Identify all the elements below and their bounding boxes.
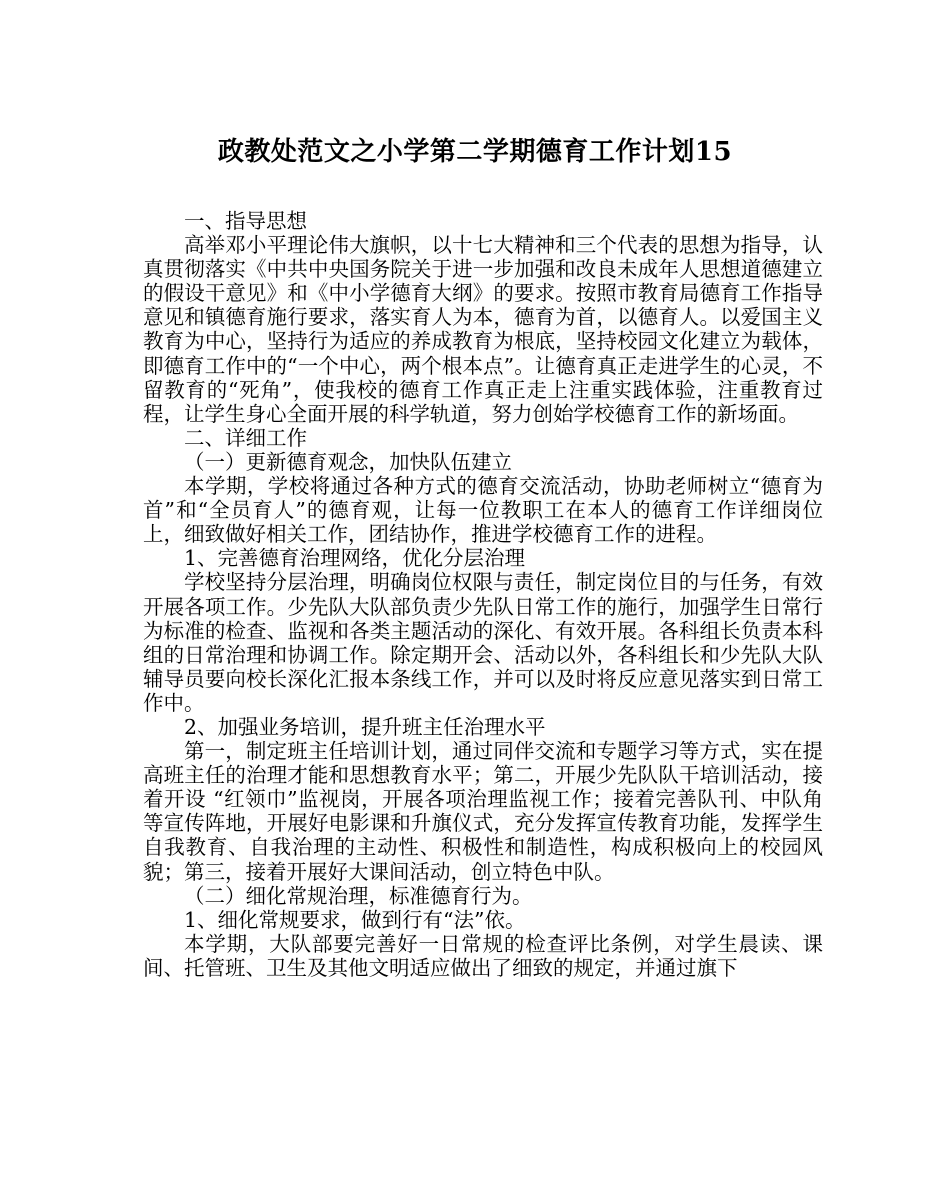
paragraph-management-network: 学校坚持分层治理，明确岗位权限与责任，制定岗位目的与任务，有效开展各项工作。少先队大队部负责少先队日常工作的施行，加强学生日常行为标准的检查、监视和各类主题活动的深化、有效开展。各科组长负责本科组的日常治理和协调工作。除定期开会、活动以外，各科组长和少先队大队辅导员要向校长深化汇报本条线工作，并可以及时将反应意见落实到日常工作中。 (143, 570, 823, 715)
item-business-training: 2、加强业务培训，提升班主任治理水平 (184, 714, 546, 739)
document-title: 政教处范文之小学第二学期德育工作计划15 (217, 137, 733, 167)
paragraph-business-training: 第一，制定班主任培训计划，通过同伴交流和专题学习等方式，实在提高班主任的治理才能和思想教育水平；第二，开展少先队队干培训活动，接着开设 “红领巾”监视岗，开展各项治理监视工作；接着完善队刊、中队角等宣传阵地，开展好电影课和升旗仪式，充分发挥宣传教育功能，发挥学生自我教育、自我治理的主动性、积极性和制造性，构成积极向上的校园风貌；第三，接着开展好大课间活动，创立特色中队。 (143, 739, 823, 884)
paragraph-guiding-ideology: 高举邓小平理论伟大旗帜，以十七大精神和三个代表的思想为指导，认真贯彻落实《中共中央国务院关于进一步加强和改良未成年人思想道德建立的假设干意见》和《中小学德育大纲》的要求。按照市教育局德育工作指导意见和镇德育施行要求，落实育人为本，德育为首，以德育人。以爱国主义教育为中心，坚持行为适应的养成教育为根底，坚持校园文化建立为载体，即德育工作中的“一个中心，两个根本点”。让德育真正走进学生的心灵，不留教育的“死角”，使我校的德育工作真正走上注重实践体验，注重教育过程，让学生身心全面开展的科学轨道，努力创始学校德育工作的新场面。 (143, 233, 823, 426)
subheading-update-concepts: （一）更新德育观念，加快队伍建立 (184, 449, 512, 474)
subheading-routine-management: （二）细化常规治理，标准德育行为。 (184, 883, 533, 908)
paragraph-routine-requirements: 本学期，大队部要完善好一日常规的检查评比条例，对学生晨读、课间、托管班、卫生及其他文明适应做出了细致的规定，并通过旗下 (143, 931, 823, 980)
item-routine-requirements: 1、细化常规要求，做到行有“法”依。 (184, 907, 526, 932)
heading-guiding-ideology: 一、指导思想 (184, 209, 307, 233)
paragraph-update-concepts: 本学期，学校将通过各种方式的德育交流活动，协助老师树立“德育为首”和“全员育人”的德育观，让每一位教职工在本人的德育工作详细岗位上，细致做好相关工作，团结协作，推进学校德育工作的进程。 (143, 474, 823, 547)
heading-detailed-work: 二、详细工作 (184, 425, 307, 450)
item-management-network: 1、完善德育治理网络，优化分层治理 (184, 546, 526, 571)
document-body (143, 209, 823, 980)
